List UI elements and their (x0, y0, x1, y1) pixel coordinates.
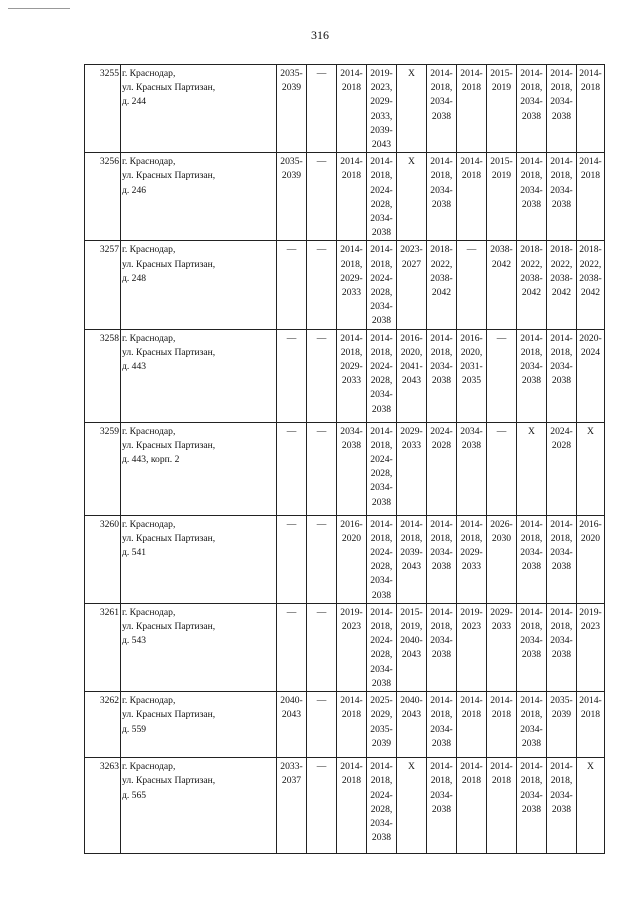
schedule-period-cell: 2014- 2018, 2024- 2028, 2034- 2038 (367, 758, 397, 854)
schedule-period-cell: 2014- 2018, 2034- 2038 (547, 65, 577, 153)
schedule-period-cell: — (307, 422, 337, 515)
address-line: д. 565 (122, 789, 147, 801)
schedule-period-cell: 2014- 2018, 2034- 2038 (547, 758, 577, 854)
table-body (85, 65, 605, 854)
address-cell (121, 692, 277, 758)
schedule-period-cell: 2033- 2037 (277, 758, 307, 854)
schedule-period-cell: 2014- 2018 (337, 692, 367, 758)
schedule-period-cell: 2014- 2018, 2034- 2038 (427, 692, 457, 758)
schedule-period-cell: — (277, 329, 307, 422)
schedule-period-cell: 2014- 2018 (577, 692, 605, 758)
schedule-period-cell: 2014- 2018 (457, 153, 487, 241)
schedule-period-cell: 2014- 2018, 2034- 2038 (517, 758, 547, 854)
schedule-period-cell: — (307, 515, 337, 603)
row-number: 3256 (85, 153, 121, 241)
address-line: д. 559 (122, 723, 147, 735)
schedule-period-cell: 2035- 2039 (277, 65, 307, 153)
schedule-period-cell: 2019- 2023 (457, 603, 487, 691)
schedule-period-cell: 2018- 2022, 2038- 2042 (547, 241, 577, 329)
table-row (85, 153, 605, 241)
schedule-period-cell: 2015- 2019 (487, 65, 517, 153)
address-line: г. Краснодар, (122, 761, 176, 773)
address-line: ул. Красных Партизан, (122, 709, 216, 721)
schedule-period-cell: 2014- 2018, 2034- 2038 (427, 758, 457, 854)
schedule-period-cell: 2016- 2020, 2041- 2043 (397, 329, 427, 422)
row-number: 3258 (85, 329, 121, 422)
address-cell (121, 153, 277, 241)
schedule-period-cell: X (397, 153, 427, 241)
row-number: 3262 (85, 692, 121, 758)
schedule-period-cell: 2014- 2018 (487, 692, 517, 758)
schedule-period-cell: 2029- 2033 (397, 422, 427, 515)
schedule-period-cell: — (307, 692, 337, 758)
address-cell (121, 329, 277, 422)
schedule-period-cell: 2024- 2028 (547, 422, 577, 515)
schedule-period-cell: 2014- 2018, 2024- 2028, 2034- 2038 (367, 241, 397, 329)
schedule-period-cell: — (457, 241, 487, 329)
schedule-period-cell: — (277, 515, 307, 603)
address-line: ул. Красных Партизан, (122, 775, 216, 787)
address-line: г. Краснодар, (122, 156, 176, 168)
schedule-period-cell: 2014- 2018, 2034- 2038 (517, 603, 547, 691)
schedule-period-cell: 2018- 2022, 2038- 2042 (577, 241, 605, 329)
address-line: г. Краснодар, (122, 518, 176, 530)
schedule-period-cell: X (517, 422, 547, 515)
row-number: 3261 (85, 603, 121, 691)
address-cell (121, 758, 277, 854)
schedule-period-cell: 2018- 2022, 2038- 2042 (427, 241, 457, 329)
schedule-period-cell: — (487, 422, 517, 515)
schedule-period-cell: 2035- 2039 (547, 692, 577, 758)
schedule-period-cell: 2019- 2023, 2029- 2033, 2039- 2043 (367, 65, 397, 153)
schedule-period-cell: 2034- 2038 (337, 422, 367, 515)
schedule-period-cell: 2014- 2018, 2034- 2038 (427, 515, 457, 603)
row-number: 3257 (85, 241, 121, 329)
schedule-period-cell: 2014- 2018 (577, 65, 605, 153)
schedule-period-cell: 2019- 2023 (337, 603, 367, 691)
schedule-period-cell: 2014- 2018 (457, 692, 487, 758)
schedule-period-cell: 2014- 2018, 2024- 2028, 2034- 2038 (367, 515, 397, 603)
schedule-period-cell: — (307, 329, 337, 422)
schedule-period-cell: — (307, 603, 337, 691)
schedule-period-cell: — (277, 422, 307, 515)
row-number: 3260 (85, 515, 121, 603)
row-number: 3259 (85, 422, 121, 515)
schedule-period-cell: 2014- 2018 (457, 758, 487, 854)
schedule-period-cell: 2014- 2018, 2029- 2033 (337, 241, 367, 329)
address-line: ул. Красных Партизан, (122, 170, 216, 182)
address-line: ул. Красных Партизан, (122, 532, 216, 544)
table-row (85, 422, 605, 515)
schedule-period-cell: — (307, 65, 337, 153)
table-row (85, 758, 605, 854)
schedule-period-cell: 2014- 2018, 2034- 2038 (427, 603, 457, 691)
address-cell (121, 603, 277, 691)
address-cell (121, 422, 277, 515)
address-line: г. Краснодар, (122, 244, 176, 256)
address-cell (121, 515, 277, 603)
schedule-period-cell: 2014- 2018, 2034- 2038 (547, 153, 577, 241)
schedule-period-cell: 2014- 2018, 2024- 2028, 2034- 2038 (367, 422, 397, 515)
schedule-period-cell: 2014- 2018, 2024- 2028, 2034- 2038 (367, 603, 397, 691)
schedule-period-cell: 2014- 2018, 2034- 2038 (517, 515, 547, 603)
schedule-period-cell: — (307, 758, 337, 854)
schedule-period-cell: — (487, 329, 517, 422)
schedule-period-cell: 2014- 2018, 2034- 2038 (427, 153, 457, 241)
address-line: г. Краснодар, (122, 606, 176, 618)
address-line: г. Краснодар, (122, 332, 176, 344)
address-line: д. 543 (122, 635, 147, 647)
address-line: г. Краснодар, (122, 695, 176, 707)
schedule-period-cell: 2040- 2043 (397, 692, 427, 758)
schedule-period-cell: 2038- 2042 (487, 241, 517, 329)
schedule-period-cell: 2023- 2027 (397, 241, 427, 329)
schedule-period-cell: X (577, 758, 605, 854)
schedule-period-cell: 2040- 2043 (277, 692, 307, 758)
schedule-period-cell: 2015- 2019, 2040- 2043 (397, 603, 427, 691)
schedule-period-cell: X (397, 65, 427, 153)
schedule-period-cell: 2014- 2018, 2034- 2038 (517, 153, 547, 241)
address-line: д. 244 (122, 96, 147, 108)
schedule-period-cell: 2014- 2018, 2034- 2038 (517, 692, 547, 758)
address-line: д. 246 (122, 184, 147, 196)
table-row (85, 692, 605, 758)
address-line: ул. Красных Партизан, (122, 621, 216, 633)
schedule-period-cell: — (277, 603, 307, 691)
schedule-period-cell: — (277, 241, 307, 329)
row-number: 3263 (85, 758, 121, 854)
schedule-period-cell: 2014- 2018, 2034- 2038 (427, 65, 457, 153)
schedule-period-cell: 2014- 2018, 2024- 2028, 2034- 2038 (367, 329, 397, 422)
address-line: д. 541 (122, 547, 147, 559)
schedule-period-cell: — (307, 241, 337, 329)
address-line: д. 443 (122, 361, 147, 373)
schedule-period-cell: 2014- 2018 (337, 758, 367, 854)
schedule-period-cell: 2014- 2018, 2034- 2038 (547, 603, 577, 691)
schedule-period-cell: 2016- 2020 (337, 515, 367, 603)
schedule-period-cell: 2014- 2018 (337, 65, 367, 153)
schedule-period-cell: 2020- 2024 (577, 329, 605, 422)
table-row (85, 515, 605, 603)
schedule-period-cell: 2014- 2018, 2034- 2038 (547, 329, 577, 422)
schedule-period-cell: 2014- 2018, 2039- 2043 (397, 515, 427, 603)
schedule-period-cell: 2019- 2023 (577, 603, 605, 691)
schedule-period-cell: X (397, 758, 427, 854)
schedule-period-cell: 2014- 2018, 2024- 2028, 2034- 2038 (367, 153, 397, 241)
schedule-period-cell: — (307, 153, 337, 241)
page-number: 316 (311, 28, 329, 42)
schedule-period-cell: 2026- 2030 (487, 515, 517, 603)
schedule-period-cell: 2014- 2018, 2029- 2033 (337, 329, 367, 422)
schedule-period-cell: 2035- 2039 (277, 153, 307, 241)
address-line: д. 443, корп. 2 (122, 454, 180, 466)
schedule-period-cell: 2014- 2018, 2034- 2038 (547, 515, 577, 603)
schedule-period-cell: 2016- 2020 (577, 515, 605, 603)
table-row (85, 241, 605, 329)
address-line: ул. Красных Партизан, (122, 82, 216, 94)
schedule-period-cell: 2014- 2018, 2034- 2038 (517, 65, 547, 153)
schedule-period-cell: X (577, 422, 605, 515)
schedule-period-cell: 2014- 2018, 2034- 2038 (517, 329, 547, 422)
address-line: ул. Красных Партизан, (122, 439, 216, 451)
schedule-period-cell: 2029- 2033 (487, 603, 517, 691)
address-cell (121, 241, 277, 329)
schedule-period-cell: 2016- 2020, 2031- 2035 (457, 329, 487, 422)
housing-repair-schedule-table (84, 64, 605, 854)
schedule-period-cell: 2034- 2038 (457, 422, 487, 515)
schedule-period-cell: 2014- 2018 (487, 758, 517, 854)
schedule-period-cell: 2018- 2022, 2038- 2042 (517, 241, 547, 329)
schedule-period-cell: 2014- 2018, 2034- 2038 (427, 329, 457, 422)
row-number: 3255 (85, 65, 121, 153)
table-row (85, 65, 605, 153)
schedule-period-cell: 2014- 2018 (337, 153, 367, 241)
address-line: г. Краснодар, (122, 425, 176, 437)
address-line: д. 248 (122, 272, 147, 284)
address-line: ул. Красных Партизан, (122, 258, 216, 270)
schedule-period-cell: 2014- 2018 (577, 153, 605, 241)
schedule-period-cell: 2025- 2029, 2035- 2039 (367, 692, 397, 758)
scan-corner-mark (8, 8, 70, 9)
table-row (85, 329, 605, 422)
schedule-period-cell: 2015- 2019 (487, 153, 517, 241)
address-line: ул. Красных Партизан, (122, 346, 216, 358)
schedule-period-cell: 2014- 2018, 2029- 2033 (457, 515, 487, 603)
schedule-period-cell: 2024- 2028 (427, 422, 457, 515)
table-row (85, 603, 605, 691)
address-line: г. Краснодар, (122, 68, 176, 79)
address-cell (121, 65, 277, 153)
schedule-period-cell: 2014- 2018 (457, 65, 487, 153)
